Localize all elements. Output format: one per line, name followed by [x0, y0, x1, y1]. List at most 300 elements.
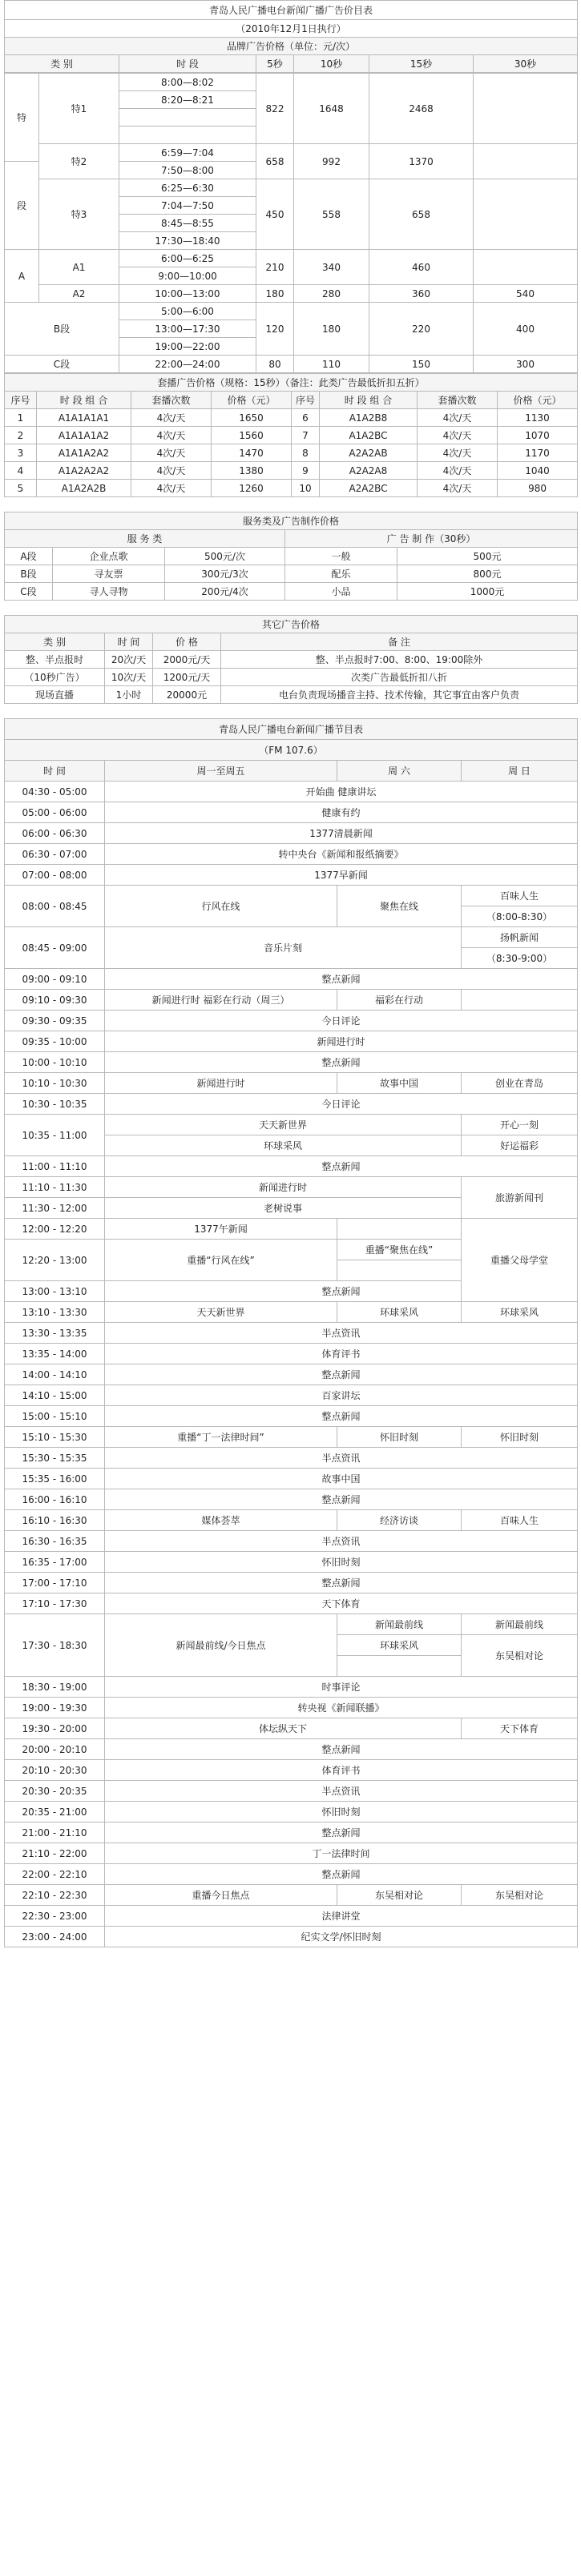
- program-cell: 百味人生: [462, 1510, 578, 1531]
- time-slot: [119, 127, 256, 144]
- time-cell: 08:45 - 09:00: [5, 927, 105, 969]
- price-30s: [474, 179, 578, 250]
- schedule-row: [5, 865, 578, 886]
- schedule-row: [5, 1822, 578, 1843]
- schedule-row: [5, 1510, 578, 1531]
- table-cell: 4次/天: [131, 462, 212, 480]
- time-cell: 07:00 - 08:00: [5, 865, 105, 886]
- col-header: 价格（元）: [212, 392, 292, 409]
- col-header: 时 段: [119, 55, 256, 73]
- col-header: 序号: [5, 392, 37, 409]
- program-cell: 整点新闻: [105, 1052, 578, 1073]
- table-cell: A1A1A1A1: [37, 409, 131, 427]
- side-label: 特: [5, 74, 39, 162]
- price-5s: 120: [256, 303, 294, 356]
- col-header: 周 日: [462, 761, 578, 782]
- schedule-row: [5, 1864, 578, 1885]
- program-cell: 重播今日焦点: [105, 1885, 337, 1906]
- price-5s: 210: [256, 250, 294, 285]
- table-cell: 现场直播: [5, 686, 105, 704]
- table-cell: 5: [5, 480, 37, 497]
- program-cell: 行风在线: [105, 886, 337, 927]
- program-cell: 法律讲堂: [105, 1906, 578, 1927]
- table-cell: 9: [292, 462, 320, 480]
- time-slot: 7:50—8:00: [119, 162, 256, 179]
- program-cell: 整点新闻: [105, 1156, 578, 1177]
- time-cell: 09:30 - 09:35: [5, 1011, 105, 1031]
- program-cell: 体坛纵天下: [105, 1718, 462, 1739]
- table-cell: 20000元: [153, 686, 221, 704]
- price-10s: 340: [294, 250, 369, 285]
- table-cell: 1070: [498, 427, 578, 444]
- program-cell: 体育评书: [105, 1760, 578, 1781]
- time-cell: 19:30 - 20:00: [5, 1718, 105, 1739]
- price-15s: 150: [369, 356, 474, 373]
- table-cell: 4次/天: [131, 444, 212, 462]
- table-cell: 小品: [285, 583, 397, 601]
- schedule-row: [5, 969, 578, 990]
- program-cell: 创业在青岛: [462, 1073, 578, 1094]
- table-cell: 4次/天: [131, 480, 212, 497]
- schedule-title: 青岛人民广播电台新闻广播节目表: [5, 719, 578, 740]
- time-cell: 17:00 - 17:10: [5, 1573, 105, 1593]
- table-cell: 1170: [498, 444, 578, 462]
- program-cell: [337, 1219, 462, 1240]
- schedule-row: [5, 1427, 578, 1448]
- program-cell: 开心一刻: [462, 1115, 578, 1135]
- table-cell: A1A1A1A2: [37, 427, 131, 444]
- time-cell: 20:35 - 21:00: [5, 1802, 105, 1822]
- table-cell: 800元: [397, 565, 578, 583]
- program-cell: 东吴相对论: [462, 1635, 578, 1677]
- program-cell: 怀旧时刻: [462, 1427, 578, 1448]
- schedule-row: [5, 1156, 578, 1177]
- table-cell: 300元/3次: [165, 565, 285, 583]
- table-cell: 1470: [212, 444, 292, 462]
- tier-name: A2: [39, 285, 119, 303]
- time-cell: 09:35 - 10:00: [5, 1031, 105, 1052]
- schedule-row: [5, 1448, 578, 1469]
- time-cell: 11:30 - 12:00: [5, 1198, 105, 1219]
- col-header: 周一至周五: [105, 761, 337, 782]
- table-cell: 10: [292, 480, 320, 497]
- package-price-table: [4, 373, 578, 497]
- schedule-row: [5, 1364, 578, 1385]
- col-header: 周 六: [337, 761, 462, 782]
- col-header: 序号: [292, 392, 320, 409]
- program-schedule-table: [4, 718, 578, 1947]
- col-header: 15秒: [369, 55, 474, 73]
- program-cell: 环球采风: [337, 1635, 462, 1656]
- table-cell: 1000元: [397, 583, 578, 601]
- schedule-row: [5, 1489, 578, 1510]
- program-cell: 新闻进行时: [105, 1031, 578, 1052]
- time-cell: 05:00 - 06:00: [5, 802, 105, 823]
- table-cell: 1650: [212, 409, 292, 427]
- time-cell: 15:10 - 15:30: [5, 1427, 105, 1448]
- program-cell: 整点新闻: [105, 1739, 578, 1760]
- time-cell: 20:30 - 20:35: [5, 1781, 105, 1802]
- program-cell: [462, 990, 578, 1011]
- table-cell: 1130: [498, 409, 578, 427]
- time-slot: [119, 109, 256, 127]
- tier-name: 特2: [39, 144, 119, 179]
- price-10s: 280: [294, 285, 369, 303]
- time-slot: 8:20—8:21: [119, 91, 256, 109]
- schedule-row: [5, 1843, 578, 1864]
- time-slot: 10:00—13:00: [119, 285, 256, 303]
- program-cell: 天天新世界: [105, 1115, 462, 1135]
- tier-name: A1: [39, 250, 119, 285]
- col-header: 10秒: [294, 55, 369, 73]
- time-cell: 12:20 - 13:00: [5, 1240, 105, 1281]
- table-cell: 500元/次: [165, 548, 285, 565]
- table-cell: 1200元/天: [153, 669, 221, 686]
- schedule-row: [5, 1469, 578, 1489]
- program-cell: 转央视《新闻联播》: [105, 1698, 578, 1718]
- program-cell: 体育评书: [105, 1344, 578, 1364]
- program-cell: 重播“丁一法律时间”: [105, 1427, 337, 1448]
- program-cell: 重播“行风在线”: [105, 1240, 337, 1281]
- table-cell: 配乐: [285, 565, 397, 583]
- side-label: A: [5, 250, 39, 303]
- schedule-row: [5, 1760, 578, 1781]
- price-30s: [474, 74, 578, 144]
- time-cell: 16:30 - 16:35: [5, 1531, 105, 1552]
- time-cell: 22:30 - 23:00: [5, 1906, 105, 1927]
- time-cell: 20:00 - 20:10: [5, 1739, 105, 1760]
- table-cell: 4次/天: [418, 444, 498, 462]
- schedule-row: [5, 782, 578, 802]
- time-cell: 16:00 - 16:10: [5, 1489, 105, 1510]
- table-cell: 4次/天: [131, 409, 212, 427]
- table-cell: 4次/天: [418, 409, 498, 427]
- program-cell: 百味人生: [462, 886, 578, 906]
- time-cell: 09:10 - 09:30: [5, 990, 105, 1011]
- time-cell: 21:10 - 22:00: [5, 1843, 105, 1864]
- program-cell: [337, 1260, 462, 1281]
- program-cell: 转中央台《新闻和报纸摘要》: [105, 844, 578, 865]
- program-cell: 音乐片刻: [105, 927, 462, 969]
- program-cell: 环球采风: [105, 1135, 462, 1156]
- price-10s: 180: [294, 303, 369, 356]
- schedule-row: [5, 1739, 578, 1760]
- package-section-label: 套播广告价格（规格：15秒）（备注：此类广告最低折扣五折）: [5, 374, 578, 392]
- time-cell: 06:00 - 06:30: [5, 823, 105, 844]
- time-cell: 21:00 - 21:10: [5, 1822, 105, 1843]
- time-slot: 19:00—22:00: [119, 338, 256, 356]
- time-cell: 06:30 - 07:00: [5, 844, 105, 865]
- table-cell: 4次/天: [418, 480, 498, 497]
- col-header: 类 别: [5, 633, 105, 651]
- program-cell: 聚焦在线: [337, 886, 462, 927]
- table-cell: 寻友票: [53, 565, 165, 583]
- table-cell: A段: [5, 548, 53, 565]
- price-15s: 2468: [369, 74, 474, 144]
- col-header: 广 告 制 作（30秒）: [285, 530, 578, 548]
- table-cell: B段: [5, 565, 53, 583]
- schedule-row: [5, 1177, 578, 1198]
- program-cell: （8:30-9:00）: [462, 948, 578, 969]
- brand-section-label: 品牌广告价格（单位：元/次）: [5, 38, 578, 55]
- program-cell: 半点资讯: [105, 1531, 578, 1552]
- time-cell: 22:10 - 22:30: [5, 1885, 105, 1906]
- table-cell: 1260: [212, 480, 292, 497]
- program-cell: （8:00-8:30）: [462, 906, 578, 927]
- table-cell: 电台负责现场播音主持、技术传输，其它事宜由客户负责: [221, 686, 578, 704]
- program-cell: 丁一法律时间: [105, 1843, 578, 1864]
- other-price-table: [4, 615, 578, 704]
- program-cell: 半点资讯: [105, 1781, 578, 1802]
- price-15s: 460: [369, 250, 474, 285]
- program-cell: 1377早新闻: [105, 865, 578, 886]
- table-cell: A1A2A2A2: [37, 462, 131, 480]
- table-cell: 4: [5, 462, 37, 480]
- program-cell: 东吴相对论: [462, 1885, 578, 1906]
- schedule-row: [5, 886, 578, 906]
- table-cell: 整、半点报时7:00、8:00、19:00除外: [221, 651, 578, 669]
- program-cell: 百家讲坛: [105, 1385, 578, 1406]
- program-cell: 好运福彩: [462, 1135, 578, 1156]
- program-cell: 健康有约: [105, 802, 578, 823]
- program-cell: 今日评论: [105, 1094, 578, 1115]
- schedule-row: [5, 844, 578, 865]
- price-15s: 220: [369, 303, 474, 356]
- program-cell: 环球采风: [462, 1302, 578, 1323]
- price-5s: 80: [256, 356, 294, 373]
- table-cell: 次类广告最低折扣八折: [221, 669, 578, 686]
- time-cell: 16:35 - 17:00: [5, 1552, 105, 1573]
- price-30s: [474, 144, 578, 179]
- time-cell: 12:00 - 12:20: [5, 1219, 105, 1240]
- table-cell: 2000元/天: [153, 651, 221, 669]
- program-cell: 整点新闻: [105, 1281, 578, 1302]
- schedule-row: [5, 990, 578, 1011]
- time-slot: 7:04—7:50: [119, 197, 256, 215]
- time-slot: 22:00—24:00: [119, 356, 256, 373]
- schedule-row: [5, 1906, 578, 1927]
- table-cell: A1A2B8: [320, 409, 418, 427]
- table-row: [5, 480, 578, 497]
- table-cell: 2: [5, 427, 37, 444]
- program-cell: 新闻最前线: [462, 1614, 578, 1635]
- program-cell: 新闻最前线: [337, 1614, 462, 1635]
- schedule-row: [5, 1323, 578, 1344]
- price-30s: 540: [474, 285, 578, 303]
- col-header: 30秒: [474, 55, 578, 73]
- table-cell: 4次/天: [131, 427, 212, 444]
- col-header: 价 格: [153, 633, 221, 651]
- price-15s: 360: [369, 285, 474, 303]
- table-row: [5, 427, 578, 444]
- price-30s: 400: [474, 303, 578, 356]
- col-header: 套播次数: [131, 392, 212, 409]
- schedule-row: [5, 1781, 578, 1802]
- schedule-row: [5, 1344, 578, 1364]
- schedule-row: [5, 1718, 578, 1739]
- price-15s: 658: [369, 179, 474, 250]
- program-cell: 半点资讯: [105, 1323, 578, 1344]
- schedule-row: [5, 1531, 578, 1552]
- program-cell: 老树说事: [105, 1198, 462, 1219]
- table-cell: 1: [5, 409, 37, 427]
- tier-name: C段: [5, 356, 119, 373]
- program-cell: 半点资讯: [105, 1448, 578, 1469]
- schedule-row: [5, 1011, 578, 1031]
- price-10s: 992: [294, 144, 369, 179]
- program-cell: 纪实文学/怀旧时刻: [105, 1927, 578, 1947]
- price-5s: 658: [256, 144, 294, 179]
- program-cell: 媒体荟萃: [105, 1510, 337, 1531]
- table-cell: A2A2BC: [320, 480, 418, 497]
- time-cell: 17:10 - 17:30: [5, 1593, 105, 1614]
- time-cell: 15:35 - 16:00: [5, 1469, 105, 1489]
- schedule-row: [5, 1802, 578, 1822]
- schedule-row: [5, 1219, 578, 1240]
- time-slot: 6:00—6:25: [119, 250, 256, 267]
- time-cell: 11:00 - 11:10: [5, 1156, 105, 1177]
- col-header: 服 务 类: [5, 530, 285, 548]
- table-cell: A1A2A2B: [37, 480, 131, 497]
- col-header: 时 间: [5, 761, 105, 782]
- table-cell: A2A2A8: [320, 462, 418, 480]
- program-cell: 天下体育: [105, 1593, 578, 1614]
- table-cell: 1380: [212, 462, 292, 480]
- program-cell: 开始曲 健康讲坛: [105, 782, 578, 802]
- price-10s: 1648: [294, 74, 369, 144]
- schedule-row: [5, 1052, 578, 1073]
- price-5s: 180: [256, 285, 294, 303]
- table-cell: 7: [292, 427, 320, 444]
- table-cell: 1小时: [105, 686, 153, 704]
- schedule-row: [5, 927, 578, 948]
- time-cell: 13:10 - 13:30: [5, 1302, 105, 1323]
- time-cell: 08:00 - 08:45: [5, 886, 105, 927]
- other-table-title: 其它广告价格: [5, 616, 578, 633]
- program-cell: 经济访谈: [337, 1510, 462, 1531]
- program-cell: 整点新闻: [105, 1406, 578, 1427]
- program-cell: 怀旧时刻: [337, 1427, 462, 1448]
- price-15s: 1370: [369, 144, 474, 179]
- time-slot: 9:00—10:00: [119, 267, 256, 285]
- program-cell: 时事评论: [105, 1677, 578, 1698]
- col-header: 时 段 组 合: [37, 392, 131, 409]
- program-cell: 整点新闻: [105, 1364, 578, 1385]
- table-row: [5, 409, 578, 427]
- table-cell: 10次/天: [105, 669, 153, 686]
- time-cell: 10:35 - 11:00: [5, 1115, 105, 1156]
- schedule-row: [5, 1073, 578, 1094]
- schedule-row: [5, 1281, 578, 1302]
- time-cell: 11:10 - 11:30: [5, 1177, 105, 1198]
- time-cell: 15:00 - 15:10: [5, 1406, 105, 1427]
- time-slot: 13:00—17:30: [119, 320, 256, 338]
- table-cell: A2A2AB: [320, 444, 418, 462]
- tier-name: 特1: [39, 74, 119, 144]
- table-cell: 1560: [212, 427, 292, 444]
- program-cell: 环球采风: [337, 1302, 462, 1323]
- program-cell: 今日评论: [105, 1011, 578, 1031]
- table-row: [5, 565, 578, 583]
- program-cell: 新闻进行时 福彩在行动（周三）: [105, 990, 337, 1011]
- table-cell: 8: [292, 444, 320, 462]
- time-cell: 04:30 - 05:00: [5, 782, 105, 802]
- time-cell: 19:00 - 19:30: [5, 1698, 105, 1718]
- schedule-row: [5, 1385, 578, 1406]
- program-cell: 重播父母学堂: [462, 1219, 578, 1302]
- table-cell: 20次/天: [105, 651, 153, 669]
- time-cell: 14:00 - 14:10: [5, 1364, 105, 1385]
- schedule-row: [5, 1115, 578, 1135]
- table-cell: 1040: [498, 462, 578, 480]
- schedule-row: [5, 1698, 578, 1718]
- time-slot: 6:59—7:04: [119, 144, 256, 162]
- time-slot: 8:45—8:55: [119, 215, 256, 232]
- program-cell: 整点新闻: [105, 1864, 578, 1885]
- schedule-row: [5, 1593, 578, 1614]
- program-cell: 故事中国: [337, 1073, 462, 1094]
- table-cell: 980: [498, 480, 578, 497]
- program-cell: 怀旧时刻: [105, 1802, 578, 1822]
- schedule-frequency: （FM 107.6）: [5, 740, 578, 761]
- table-cell: A1A1A2A2: [37, 444, 131, 462]
- program-cell: 天下体育: [462, 1718, 578, 1739]
- schedule-row: [5, 1552, 578, 1573]
- price-5s: 450: [256, 179, 294, 250]
- brand-table-title: 青岛人民广播电台新闻广播广告价目表: [5, 1, 578, 20]
- time-cell: 10:00 - 10:10: [5, 1052, 105, 1073]
- schedule-row: [5, 1094, 578, 1115]
- program-cell: 天天新世界: [105, 1302, 337, 1323]
- time-cell: 13:30 - 13:35: [5, 1323, 105, 1344]
- table-cell: 寻人寻物: [53, 583, 165, 601]
- program-cell: 整点新闻: [105, 1822, 578, 1843]
- program-cell: 福彩在行动: [337, 990, 462, 1011]
- price-30s: 300: [474, 356, 578, 373]
- schedule-row: [5, 1677, 578, 1698]
- table-row: [5, 462, 578, 480]
- schedule-row: [5, 1302, 578, 1323]
- time-cell: 13:35 - 14:00: [5, 1344, 105, 1364]
- table-cell: 整、半点报时: [5, 651, 105, 669]
- col-header: 时 段 组 合: [320, 392, 418, 409]
- brand-price-table: [4, 0, 578, 73]
- program-cell: 扬帆新闻: [462, 927, 578, 948]
- program-cell: 新闻进行时: [105, 1177, 462, 1198]
- program-cell: 整点新闻: [105, 1573, 578, 1593]
- price-10s: 110: [294, 356, 369, 373]
- price-5s: 822: [256, 74, 294, 144]
- service-price-table: [4, 512, 578, 601]
- program-cell: 新闻最前线/今日焦点: [105, 1614, 337, 1677]
- time-cell: 23:00 - 24:00: [5, 1927, 105, 1947]
- table-row: [5, 651, 578, 669]
- time-slot: 6:25—6:30: [119, 179, 256, 197]
- table-cell: C段: [5, 583, 53, 601]
- time-cell: 10:30 - 10:35: [5, 1094, 105, 1115]
- program-cell: 整点新闻: [105, 969, 578, 990]
- col-header: 时 间: [105, 633, 153, 651]
- col-header: 类 别: [5, 55, 119, 73]
- time-cell: 09:00 - 09:10: [5, 969, 105, 990]
- col-header: 价格（元）: [498, 392, 578, 409]
- time-cell: 15:30 - 15:35: [5, 1448, 105, 1469]
- time-cell: 13:00 - 13:10: [5, 1281, 105, 1302]
- col-header: 5秒: [256, 55, 294, 73]
- col-header: 备 注: [221, 633, 578, 651]
- price-10s: 558: [294, 179, 369, 250]
- time-cell: 22:00 - 22:10: [5, 1864, 105, 1885]
